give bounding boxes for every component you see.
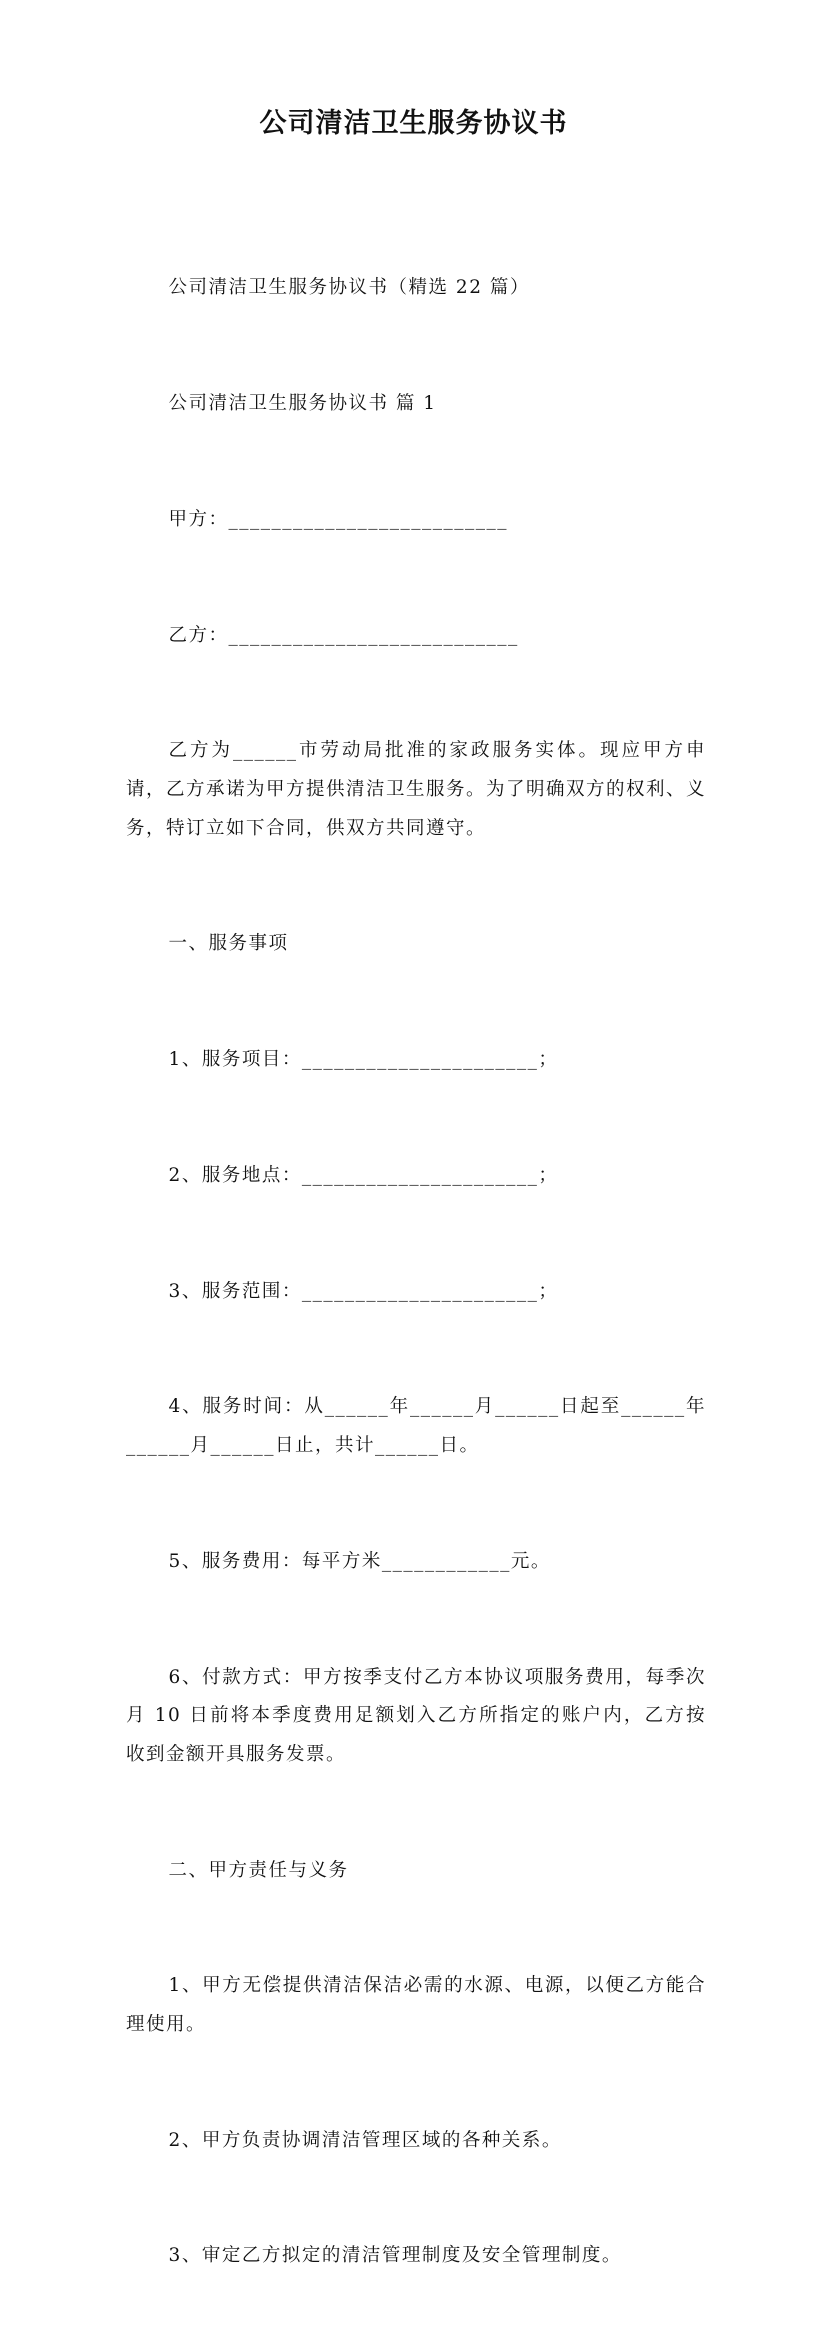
document-body xyxy=(126,192,706,2340)
paragraph-preamble: 乙方为______市劳动局批准的家政服务实体。现应甲方申请，乙方承诺为甲方提供清洁卫生服务。为了明确双方的权利、义务，特订立如下合同，供双方共同遵守。 xyxy=(126,740,707,839)
paragraph-party-a: 甲方：__________________________ xyxy=(168,508,509,530)
clause-party-a-water-power: 1、甲方无偿提供清洁保洁必需的水源、电源，以便乙方能合理使用。 xyxy=(126,1975,706,2035)
paragraph-intro: 公司清洁卫生服务协议书（精选 22 篇） xyxy=(168,277,530,299)
clause-service-time: 4、服务时间：从______年______月______日起至______年______月______日止，共计______日。 xyxy=(126,1396,706,1456)
paragraph-chapter-heading: 公司清洁卫生服务协议书 篇 1 xyxy=(168,392,437,414)
section-heading-service-items: 一、服务事项 xyxy=(168,933,289,955)
clause-payment-method: 6、付款方式：甲方按季支付乙方本协议项服务费用，每季次月 10 日前将本季度费用足额划入乙方所指定的账户内，乙方按收到金额开具服务发票。 xyxy=(126,1666,706,1765)
clause-party-a-review-rules: 3、审定乙方拟定的清洁管理制度及安全管理制度。 xyxy=(168,2245,622,2267)
clause-service-scope: 3、服务范围：______________________； xyxy=(168,1280,559,1302)
clause-service-project: 1、服务项目：______________________； xyxy=(168,1049,559,1071)
clause-party-a-coordination: 2、甲方负责协调清洁管理区域的各种关系。 xyxy=(168,2129,562,2151)
clause-service-fee: 5、服务费用：每平方米____________元。 xyxy=(168,1550,551,1572)
clause-service-location: 2、服务地点：______________________； xyxy=(168,1164,559,1186)
document-title: 公司清洁卫生服务协议书 xyxy=(259,108,568,139)
section-heading-party-a-duties: 二、甲方责任与义务 xyxy=(168,1859,349,1881)
paragraph-party-b: 乙方：___________________________ xyxy=(168,624,519,646)
